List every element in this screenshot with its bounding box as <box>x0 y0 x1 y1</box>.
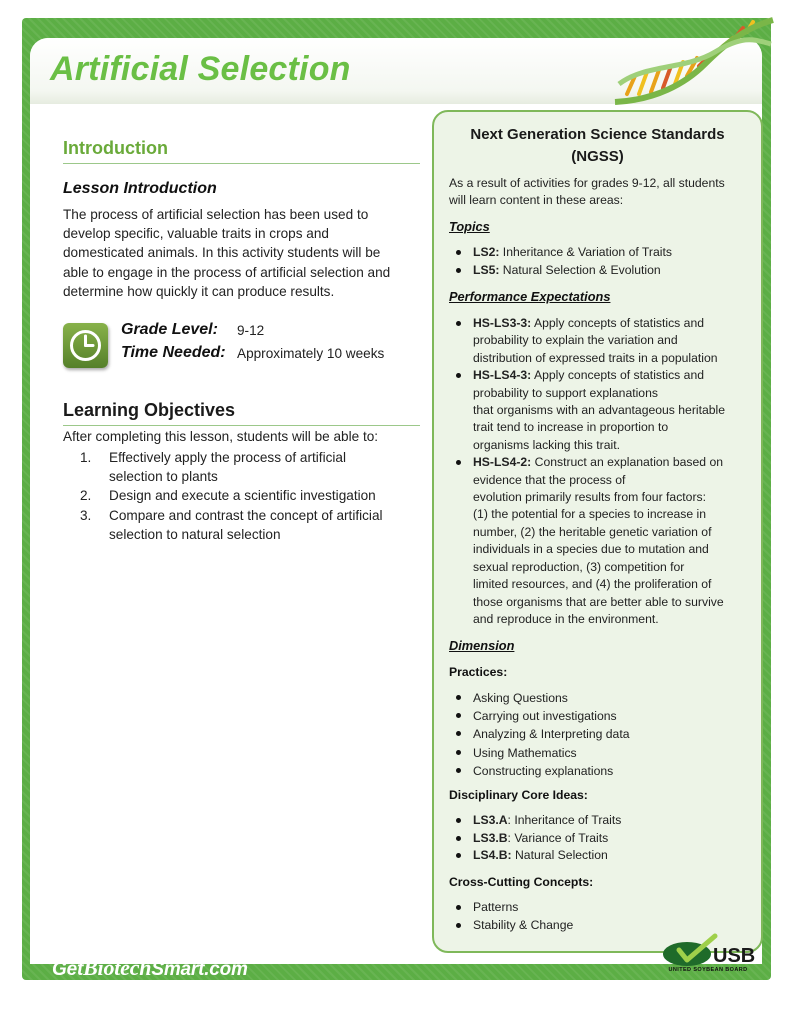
dimension-heading: Dimension <box>449 638 515 653</box>
grade-level-value: 9-12 <box>237 323 265 338</box>
lesson-line: able to engage in the process of artificial selection and <box>63 264 391 280</box>
lesson-introduction-heading: Lesson Introduction <box>63 180 217 197</box>
dna-helix-icon <box>605 14 775 106</box>
lesson-line: The process of artificial selection has been used to <box>63 207 369 222</box>
usb-subtitle: UNITED SOYBEAN BOARD <box>668 967 748 973</box>
learning-objectives-heading: Learning Objectives <box>63 400 420 426</box>
list-item: Constructing explanations <box>456 762 746 780</box>
list-item: 3. Compare and contrast the concept of artificial selection to natural selection <box>80 507 383 542</box>
list-item: Stability & Change <box>456 917 746 935</box>
list-item: HS-LS4-2: Construct an explanation based on evidence that the process of evolution primarily results from four factors: (1) the potential for a species to increase in number, (2) the heritable genetic variation of individuals in a species due to mutation and sexual reproduction, (3) competition for limited resources, and (4) the proliferation of those organisms that are better able to survive and reproduce in the environment. <box>456 454 746 628</box>
objectives-list <box>80 448 410 544</box>
performance-expectations-list <box>456 315 746 628</box>
clock-icon <box>63 323 108 368</box>
introduction-heading: Introduction <box>63 138 420 164</box>
objectives-intro: After completing this lesson, students will be able to: <box>63 429 379 444</box>
lesson-line: develop specific, valuable traits in crops and <box>63 226 329 242</box>
page-title: Artificial Selection <box>50 50 351 88</box>
svg-text:USB: USB <box>713 945 756 967</box>
list-item: Carrying out investigations <box>456 707 746 725</box>
list-item: Patterns <box>456 899 746 917</box>
topics-list <box>456 244 746 279</box>
list-item: LS5: Natural Selection & Evolution <box>456 262 746 280</box>
list-item: 1. Effectively apply the process of artificial selection to plants <box>80 450 346 485</box>
time-needed-value: Approximately 10 weeks <box>237 346 385 361</box>
dci-label: Disciplinary Core Ideas: <box>449 788 588 802</box>
lesson-line: domesticated animals. In this activity students will be <box>63 245 381 261</box>
performance-expectations-heading: Performance Expectations <box>449 289 611 304</box>
list-item: LS2: Inheritance & Variation of Traits <box>456 244 746 262</box>
list-item: Asking Questions <box>456 689 746 707</box>
list-item: Analyzing & Interpreting data <box>456 725 746 743</box>
getbiotechsmart-logo: GetBiotechSmart.com <box>52 955 248 980</box>
practices-list <box>456 689 746 780</box>
list-item: LS3.B: Variance of Traits <box>456 830 746 848</box>
ngss-intro: As a result of activities for grades 9-12, all students will learn content in these areas: <box>449 176 725 208</box>
dci-list <box>456 812 746 865</box>
ccc-list <box>456 899 746 934</box>
time-needed-label: Time Needed: <box>121 344 226 361</box>
ngss-title: Next Generation Science Standards (NGSS) <box>470 126 725 165</box>
lesson-line: determine how quickly it can produce results. <box>63 283 335 299</box>
practices-label: Practices: <box>449 665 508 679</box>
list-item: LS3.A: Inheritance of Traits <box>456 812 746 830</box>
list-item: HS-LS3-3: Apply concepts of statistics and probability to explain the variation and distribution of expressed traits in a population <box>456 315 746 367</box>
lesson-introduction-text <box>63 205 413 301</box>
list-item: 2. Design and execute a scientific investigation <box>80 488 376 504</box>
ccc-label: Cross-Cutting Concepts: <box>449 875 594 889</box>
list-item: LS4.B: Natural Selection <box>456 847 746 865</box>
topics-heading: Topics <box>449 219 490 234</box>
list-item: Using Mathematics <box>456 744 746 762</box>
grade-level-label: Grade Level: <box>121 321 218 338</box>
list-item: HS-LS4-3: Apply concepts of statistics and probability to support explanations that organisms with an advantageous heritable trait tend to increase in proportion to organisms lacking this trait. <box>456 367 746 454</box>
